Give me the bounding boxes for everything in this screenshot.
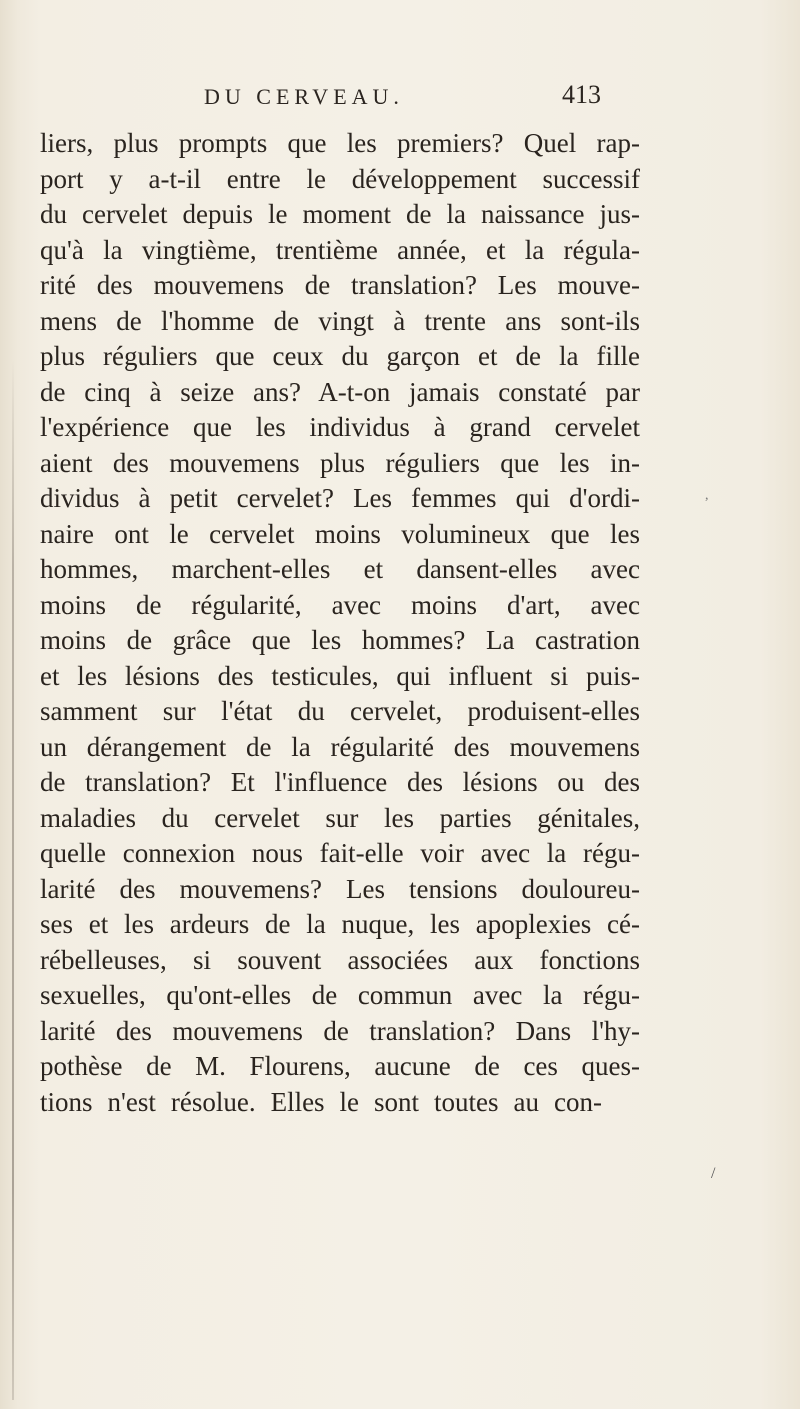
text-line: rébelleuses, si souvent associées aux fonctions (40, 944, 640, 975)
text-line: hommes, marchent-elles et dansent-elles avec (40, 554, 640, 584)
text-line: pothèse de M. Flourens, aucune de ces ques- (40, 1051, 640, 1081)
stray-comma-mark: , (705, 488, 709, 503)
text-line: de translation? Et l'influence des lésions ou des (40, 767, 640, 797)
text-line: du cervelet depuis le moment de la naissance jus- (40, 199, 640, 229)
text-line: mens de l'homme de vingt à trente ans sont-ils (40, 305, 640, 336)
text-line: l'expérience que les individus à grand cervelet (40, 412, 640, 442)
text-line: dividus à petit cervelet? Les femmes qui d'ordi- (40, 483, 640, 513)
text-line: maladies du cervelet sur les parties génitales, (40, 802, 640, 833)
binding-gutter-shadow (12, 360, 14, 1400)
page-number: 413 (562, 80, 601, 109)
text-line: samment sur l'état du cervelet, produisent-elles (40, 696, 640, 726)
text-line: plus réguliers que ceux du garçon et de la fille (40, 341, 640, 371)
text-line: et les lésions des testicules, qui influent si puis- (40, 660, 640, 691)
text-line: moins de régularité, avec moins d'art, avec (40, 589, 640, 620)
body-text (40, 126, 640, 1120)
text-line: sexuelles, qu'ont-elles de commun avec la régu- (40, 980, 640, 1010)
text-line: port y a-t-il entre le développement successif (40, 163, 640, 194)
running-head (0, 80, 800, 120)
text-line: de cinq à seize ans? A-t-on jamais constaté par (40, 376, 640, 407)
text-line: larité des mouvemens de translation? Dans l'hy- (40, 1015, 640, 1046)
text-line: ses et les ardeurs de la nuque, les apoplexies cé- (40, 909, 640, 939)
text-line: moins de grâce que les hommes? La castration (40, 625, 640, 655)
stray-slash-mark: / (711, 1165, 716, 1182)
running-head-title: DU CERVEAU. (204, 84, 404, 109)
text-line: rité des mouvemens de translation? Les mouve- (40, 270, 640, 300)
text-line: aient des mouvemens plus réguliers que les in- (40, 447, 640, 478)
text-line: quelle connexion nous fait-elle voir avec la régu- (40, 838, 640, 868)
text-line: liers, plus prompts que les premiers? Quel rap- (40, 128, 640, 158)
text-line: un dérangement de la régularité des mouvemens (40, 731, 640, 762)
text-line: tions n'est résolue. Elles le sont toutes au con- (40, 1086, 602, 1117)
text-line: naire ont le cervelet moins volumineux que les (40, 518, 640, 549)
text-line: larité des mouvemens? Les tensions douloureu- (40, 873, 640, 904)
text-line: qu'à la vingtième, trentième année, et la régula- (40, 234, 640, 265)
